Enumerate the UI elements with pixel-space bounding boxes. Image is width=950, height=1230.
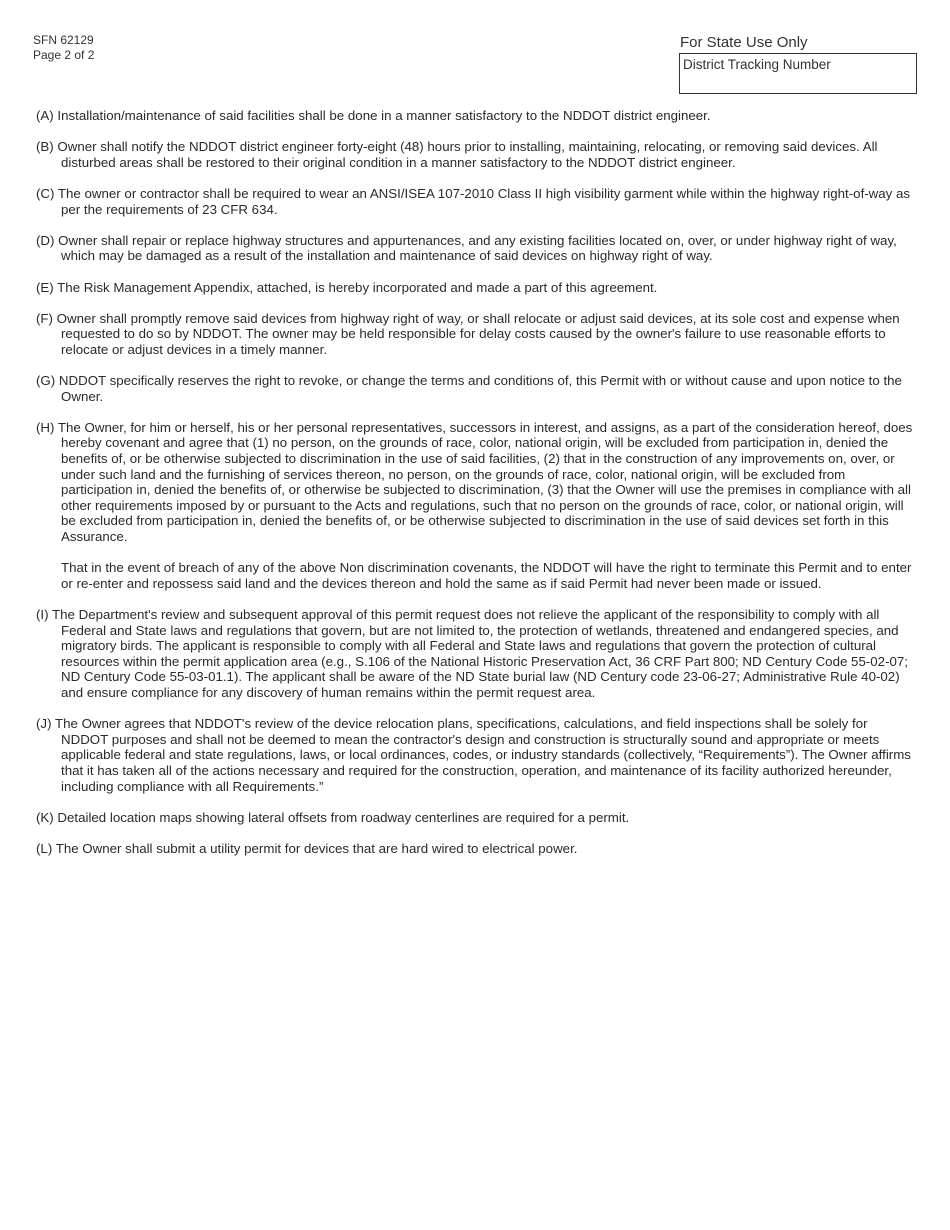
clause-f: (F) Owner shall promptly remove said devices from highway right of way, or shall relocate or adjust said devices, at its sole cost and expense when requested to do so by NDDOT. The owner may be held responsible for delay costs caused by the owner's failure to use reasonable efforts to relocate or adjust devices in a timely manner. (36, 310, 900, 357)
clause-j: (J) The Owner agrees that NDDOT's review of the device relocation plans, specifications, calculations, and field inspections shall be solely for NDDOT purposes and shall not be deemed to mean the contractor's design and construction is structurally sound and appropriate or meets applicable federal and state regulations, laws, or local ordinances, codes, or industry standards (collectively, “Requirements”). The Owner affirms that it has taken all of the actions necessary and required for the construction, operation, and maintenance of its facility authorized hereunder, including compliance with all Requirements.” (36, 716, 911, 794)
clause-h-breach: That in the event of breach of any of the above Non discrimination covenants, the NDDOT will have the right to terminate this Permit and to enter or re-enter and repossess said land and the devices thereon and hold the same as if said Permit had never been made or issued. (61, 560, 912, 591)
clause-c: (C) The owner or contractor shall be required to wear an ANSI/ISEA 107-2010 Class II high visibility garment while within the highway right-of-way as per the requirements of 23 CFR 634. (36, 185, 911, 217)
clause-a: (A) Installation/maintenance of said facilities shall be done in a manner satisfactory to the NDDOT district engineer. (36, 108, 711, 123)
form-identifier (33, 33, 94, 63)
clause-k: (K) Detailed location maps showing lateral offsets from roadway centerlines are required for a permit. (36, 809, 630, 825)
district-tracking-number-field[interactable] (679, 53, 917, 94)
state-use-box (679, 33, 917, 94)
clause-i: (I) The Department's review and subsequent approval of this permit request does not relieve the applicant of the responsibility to comply with all Federal and State laws and regulations that govern, but are not limited to, the protection of wetlands, threatened and endangered species, and migratory birds. The applicant is responsible to comply with all Federal and State laws and regulations that govern the protection of cultural resources within the permit application area (e.g., S.106 of the National Historic Preservation Act, 36 CRF Part 800; ND Century Code 55-02-07; ND Century Code 55-03-01.1). The applicant shall be aware of the ND State burial law (ND Century code 23-06-27; Administrative Rule 40-02) and ensure compliance for any discovery of human remains within the permit request area. (36, 607, 908, 700)
permit-conditions (36, 108, 916, 872)
clause-b: (B) Owner shall notify the NDDOT district engineer forty-eight (48) hours prior to installing, maintaining, relocating, or removing said devices. All disturbed areas shall be restored to their original condition in a manner satisfactory to the NDDOT district engineer. (36, 139, 878, 170)
clause-h: (H) The Owner, for him or herself, his or her personal representatives, successors in interest, and assigns, as a part of the consideration hereof, does hereby covenant and agree that (1) no person, on the grounds of race, color, national origin, will be excluded from participation in, denied the benefits of, or be otherwise subjected to discrimination in the use of said facilities, (2) that in the construction of any improvements on, over, or under such land and the furnishing of services thereon, no person, on the grounds of race, color, national origin, will be excluded from participation in, denied the benefits of, or otherwise be subjected to discrimination, (3) that the Owner will use the premises in compliance with all other requirements imposed by or pursuant to the Acts and regulations, such that no person on the grounds of race, color, or national origin, will be excluded from participation in, denied the benefits of, or be otherwise subjected to discrimination in the use of said devices set forth in this Assurance. (36, 419, 913, 545)
district-tracking-number-label: District Tracking Number (683, 57, 831, 72)
page-number: Page 2 of 2 (33, 48, 95, 62)
clause-e: (E) The Risk Management Appendix, attached, is hereby incorporated and made a part of this agreement. (36, 279, 658, 295)
clause-d: (D) Owner shall repair or replace highway structures and appurtenances, and any existing facilities located on, over, or under highway right of way, which may be damaged as a result of the installation and maintenance of said devices on highway right of way. (36, 232, 897, 264)
clause-l: (L) The Owner shall submit a utility permit for devices that are hard wired to electrical power. (36, 840, 578, 856)
clause-g: (G) NDDOT specifically reserves the right to revoke, or change the terms and conditions of, this Permit with or without cause and upon notice to the Owner. (36, 373, 902, 404)
state-use-title: For State Use Only (680, 34, 808, 51)
form-number: SFN 62129 (33, 33, 94, 47)
